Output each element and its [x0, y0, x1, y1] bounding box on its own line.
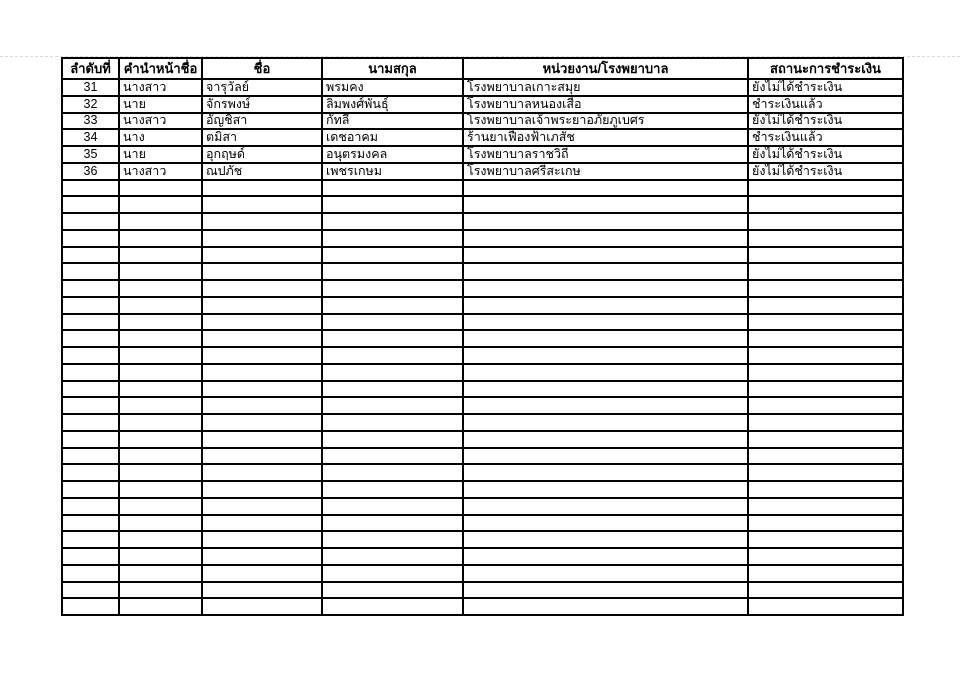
empty-cell [63, 365, 120, 382]
empty-cell [464, 331, 749, 348]
empty-cell [120, 248, 203, 265]
empty-cell [120, 432, 203, 449]
cell-payment-status: ชำระเงินแล้ว [749, 130, 904, 147]
empty-cell [323, 482, 464, 499]
empty-table-row [63, 231, 904, 248]
header-row [63, 59, 904, 80]
empty-cell [749, 532, 904, 549]
cell-org: โรงพยาบาลศรีสะเกษ [464, 164, 749, 181]
empty-cell [323, 315, 464, 332]
empty-cell [63, 181, 120, 198]
empty-cell [464, 181, 749, 198]
empty-table-row [63, 348, 904, 365]
empty-table-row [63, 365, 904, 382]
empty-cell [323, 181, 464, 198]
empty-cell [203, 281, 323, 298]
empty-cell [464, 248, 749, 265]
empty-cell [203, 583, 323, 600]
empty-table-row [63, 281, 904, 298]
empty-cell [749, 331, 904, 348]
empty-cell [63, 248, 120, 265]
empty-cell [323, 516, 464, 533]
empty-cell [464, 382, 749, 399]
empty-cell [203, 248, 323, 265]
empty-cell [120, 264, 203, 281]
cell-prefix: นางสาว [120, 164, 203, 181]
empty-cell [63, 583, 120, 600]
empty-cell [63, 264, 120, 281]
empty-cell [120, 331, 203, 348]
empty-cell [749, 382, 904, 399]
empty-table-row [63, 432, 904, 449]
column-header-org: หน่วยงาน/โรงพยาบาล [464, 59, 749, 80]
empty-cell [464, 398, 749, 415]
empty-table-row [63, 214, 904, 231]
cell-org: โรงพยาบาลหนองเสือ [464, 97, 749, 114]
table-row [63, 130, 904, 147]
empty-cell [464, 197, 749, 214]
empty-cell [464, 482, 749, 499]
cell-last-name: กัทลี [323, 114, 464, 131]
empty-cell [749, 415, 904, 432]
empty-cell [749, 482, 904, 499]
empty-cell [120, 197, 203, 214]
empty-cell [120, 365, 203, 382]
empty-cell [120, 398, 203, 415]
cell-payment-status: ยังไม่ได้ชำระเงิน [749, 80, 904, 97]
empty-cell [749, 365, 904, 382]
cell-no: 35 [63, 147, 120, 164]
empty-cell [63, 398, 120, 415]
empty-cell [749, 566, 904, 583]
column-header-no: ลำดับที่ [63, 59, 120, 80]
empty-cell [120, 599, 203, 616]
cell-payment-status: ยังไม่ได้ชำระเงิน [749, 164, 904, 181]
cell-no: 32 [63, 97, 120, 114]
table-row [63, 147, 904, 164]
empty-cell [120, 181, 203, 198]
empty-cell [120, 382, 203, 399]
empty-cell [749, 599, 904, 616]
registration-table-container [61, 57, 904, 616]
empty-cell [323, 348, 464, 365]
empty-cell [203, 315, 323, 332]
cell-first-name: จักรพงษ์ [203, 97, 323, 114]
empty-cell [203, 365, 323, 382]
empty-cell [63, 348, 120, 365]
empty-cell [323, 382, 464, 399]
empty-cell [464, 449, 749, 466]
empty-cell [749, 465, 904, 482]
cell-last-name: เพชรเกษม [323, 164, 464, 181]
empty-cell [203, 516, 323, 533]
empty-cell [203, 499, 323, 516]
empty-table-row [63, 482, 904, 499]
empty-cell [63, 214, 120, 231]
empty-cell [63, 516, 120, 533]
cell-prefix: นางสาว [120, 114, 203, 131]
empty-cell [120, 516, 203, 533]
empty-cell [120, 298, 203, 315]
empty-cell [63, 499, 120, 516]
cell-first-name: ตมิสา [203, 130, 323, 147]
empty-cell [203, 231, 323, 248]
empty-cell [63, 281, 120, 298]
empty-cell [749, 516, 904, 533]
cell-first-name: ณปภัช [203, 164, 323, 181]
empty-cell [323, 566, 464, 583]
empty-table-row [63, 449, 904, 466]
cell-no: 31 [63, 80, 120, 97]
empty-cell [464, 365, 749, 382]
empty-cell [749, 348, 904, 365]
empty-cell [120, 231, 203, 248]
empty-cell [323, 549, 464, 566]
empty-cell [203, 482, 323, 499]
empty-cell [464, 465, 749, 482]
empty-table-row [63, 599, 904, 616]
empty-cell [323, 432, 464, 449]
empty-table-row [63, 315, 904, 332]
empty-cell [323, 331, 464, 348]
empty-cell [120, 214, 203, 231]
cell-no: 34 [63, 130, 120, 147]
empty-cell [323, 599, 464, 616]
empty-cell [203, 432, 323, 449]
empty-cell [63, 197, 120, 214]
empty-cell [120, 566, 203, 583]
empty-cell [120, 449, 203, 466]
empty-cell [63, 532, 120, 549]
table-row [63, 97, 904, 114]
column-header-first-name: ชื่อ [203, 59, 323, 80]
empty-cell [63, 315, 120, 332]
empty-cell [464, 516, 749, 533]
empty-cell [749, 214, 904, 231]
empty-cell [323, 231, 464, 248]
empty-cell [749, 583, 904, 600]
empty-cell [203, 298, 323, 315]
empty-cell [464, 549, 749, 566]
cell-last-name: อนุตรมงคล [323, 147, 464, 164]
empty-cell [323, 197, 464, 214]
empty-cell [63, 298, 120, 315]
empty-cell [203, 197, 323, 214]
cell-prefix: นาย [120, 147, 203, 164]
empty-cell [203, 532, 323, 549]
empty-cell [120, 315, 203, 332]
empty-table-row [63, 264, 904, 281]
empty-cell [464, 281, 749, 298]
empty-table-row [63, 516, 904, 533]
empty-cell [323, 398, 464, 415]
cell-payment-status: ชำระเงินแล้ว [749, 97, 904, 114]
empty-cell [203, 398, 323, 415]
empty-cell [203, 181, 323, 198]
empty-cell [464, 348, 749, 365]
cell-last-name: พรมคง [323, 80, 464, 97]
table-row [63, 80, 904, 97]
empty-table-row [63, 197, 904, 214]
empty-table-row [63, 549, 904, 566]
empty-cell [203, 449, 323, 466]
empty-cell [63, 599, 120, 616]
empty-cell [323, 583, 464, 600]
empty-cell [464, 231, 749, 248]
column-header-payment-status: สถานะการชำระเงิน [749, 59, 904, 80]
cell-payment-status: ยังไม่ได้ชำระเงิน [749, 147, 904, 164]
empty-cell [464, 214, 749, 231]
empty-cell [63, 549, 120, 566]
cell-payment-status: ยังไม่ได้ชำระเงิน [749, 114, 904, 131]
empty-cell [749, 264, 904, 281]
empty-cell [63, 432, 120, 449]
empty-cell [63, 465, 120, 482]
cell-org: โรงพยาบาลราชวิถี [464, 147, 749, 164]
cell-no: 33 [63, 114, 120, 131]
empty-cell [464, 415, 749, 432]
empty-cell [63, 415, 120, 432]
empty-cell [749, 499, 904, 516]
empty-table-row [63, 415, 904, 432]
empty-cell [464, 298, 749, 315]
empty-cell [323, 248, 464, 265]
empty-cell [323, 365, 464, 382]
table-row [63, 114, 904, 131]
empty-cell [464, 432, 749, 449]
empty-cell [749, 281, 904, 298]
cell-org: โรงพยาบาลเจ้าพระยาอภัยภูเบศร [464, 114, 749, 131]
empty-cell [120, 348, 203, 365]
empty-cell [203, 566, 323, 583]
empty-cell [203, 549, 323, 566]
cell-prefix: นาง [120, 130, 203, 147]
table-row [63, 164, 904, 181]
empty-cell [203, 214, 323, 231]
empty-table-row [63, 583, 904, 600]
empty-table-row [63, 298, 904, 315]
empty-cell [120, 499, 203, 516]
empty-cell [464, 599, 749, 616]
column-header-last-name: นามสกุล [323, 59, 464, 80]
empty-cell [120, 583, 203, 600]
cell-org: ร้านยาเฟื่องฟ้าเภสัช [464, 130, 749, 147]
empty-cell [120, 415, 203, 432]
cell-last-name: ลิ่มพงศ์พันธุ์ [323, 97, 464, 114]
empty-cell [749, 197, 904, 214]
empty-cell [120, 465, 203, 482]
cell-no: 36 [63, 164, 120, 181]
empty-cell [464, 583, 749, 600]
empty-cell [63, 449, 120, 466]
empty-cell [63, 331, 120, 348]
empty-cell [63, 231, 120, 248]
cell-first-name: จารุวัลย์ [203, 80, 323, 97]
cell-prefix: นางสาว [120, 80, 203, 97]
empty-cell [323, 264, 464, 281]
empty-cell [749, 432, 904, 449]
empty-cell [749, 549, 904, 566]
empty-cell [323, 415, 464, 432]
empty-table-row [63, 382, 904, 399]
empty-table-row [63, 181, 904, 198]
empty-table-row [63, 465, 904, 482]
empty-cell [120, 482, 203, 499]
empty-cell [464, 315, 749, 332]
empty-cell [120, 532, 203, 549]
empty-cell [203, 264, 323, 281]
empty-cell [63, 382, 120, 399]
empty-cell [749, 398, 904, 415]
empty-cell [203, 382, 323, 399]
empty-table-row [63, 532, 904, 549]
cell-last-name: เดชอาคม [323, 130, 464, 147]
empty-cell [203, 348, 323, 365]
empty-cell [323, 532, 464, 549]
empty-table-row [63, 499, 904, 516]
empty-cell [464, 264, 749, 281]
empty-cell [749, 298, 904, 315]
cell-first-name: อุกฤษด์ [203, 147, 323, 164]
empty-cell [203, 599, 323, 616]
empty-cell [323, 465, 464, 482]
empty-cell [203, 415, 323, 432]
empty-cell [749, 449, 904, 466]
column-header-prefix: คำนำหน้าชื่อ [120, 59, 203, 80]
cell-prefix: นาย [120, 97, 203, 114]
empty-table-row [63, 398, 904, 415]
empty-table-row [63, 566, 904, 583]
empty-cell [323, 281, 464, 298]
empty-cell [323, 214, 464, 231]
empty-cell [464, 532, 749, 549]
empty-cell [63, 566, 120, 583]
empty-cell [63, 482, 120, 499]
empty-cell [120, 549, 203, 566]
empty-cell [203, 331, 323, 348]
empty-cell [323, 449, 464, 466]
empty-cell [203, 465, 323, 482]
registration-table [61, 57, 904, 616]
empty-cell [464, 566, 749, 583]
empty-cell [749, 231, 904, 248]
empty-cell [120, 281, 203, 298]
cell-org: โรงพยาบาลเกาะสมุย [464, 80, 749, 97]
cell-first-name: อัญชิสา [203, 114, 323, 131]
empty-cell [323, 298, 464, 315]
empty-cell [749, 248, 904, 265]
empty-cell [749, 315, 904, 332]
empty-cell [749, 181, 904, 198]
empty-table-row [63, 248, 904, 265]
empty-cell [323, 499, 464, 516]
empty-cell [464, 499, 749, 516]
empty-table-row [63, 331, 904, 348]
